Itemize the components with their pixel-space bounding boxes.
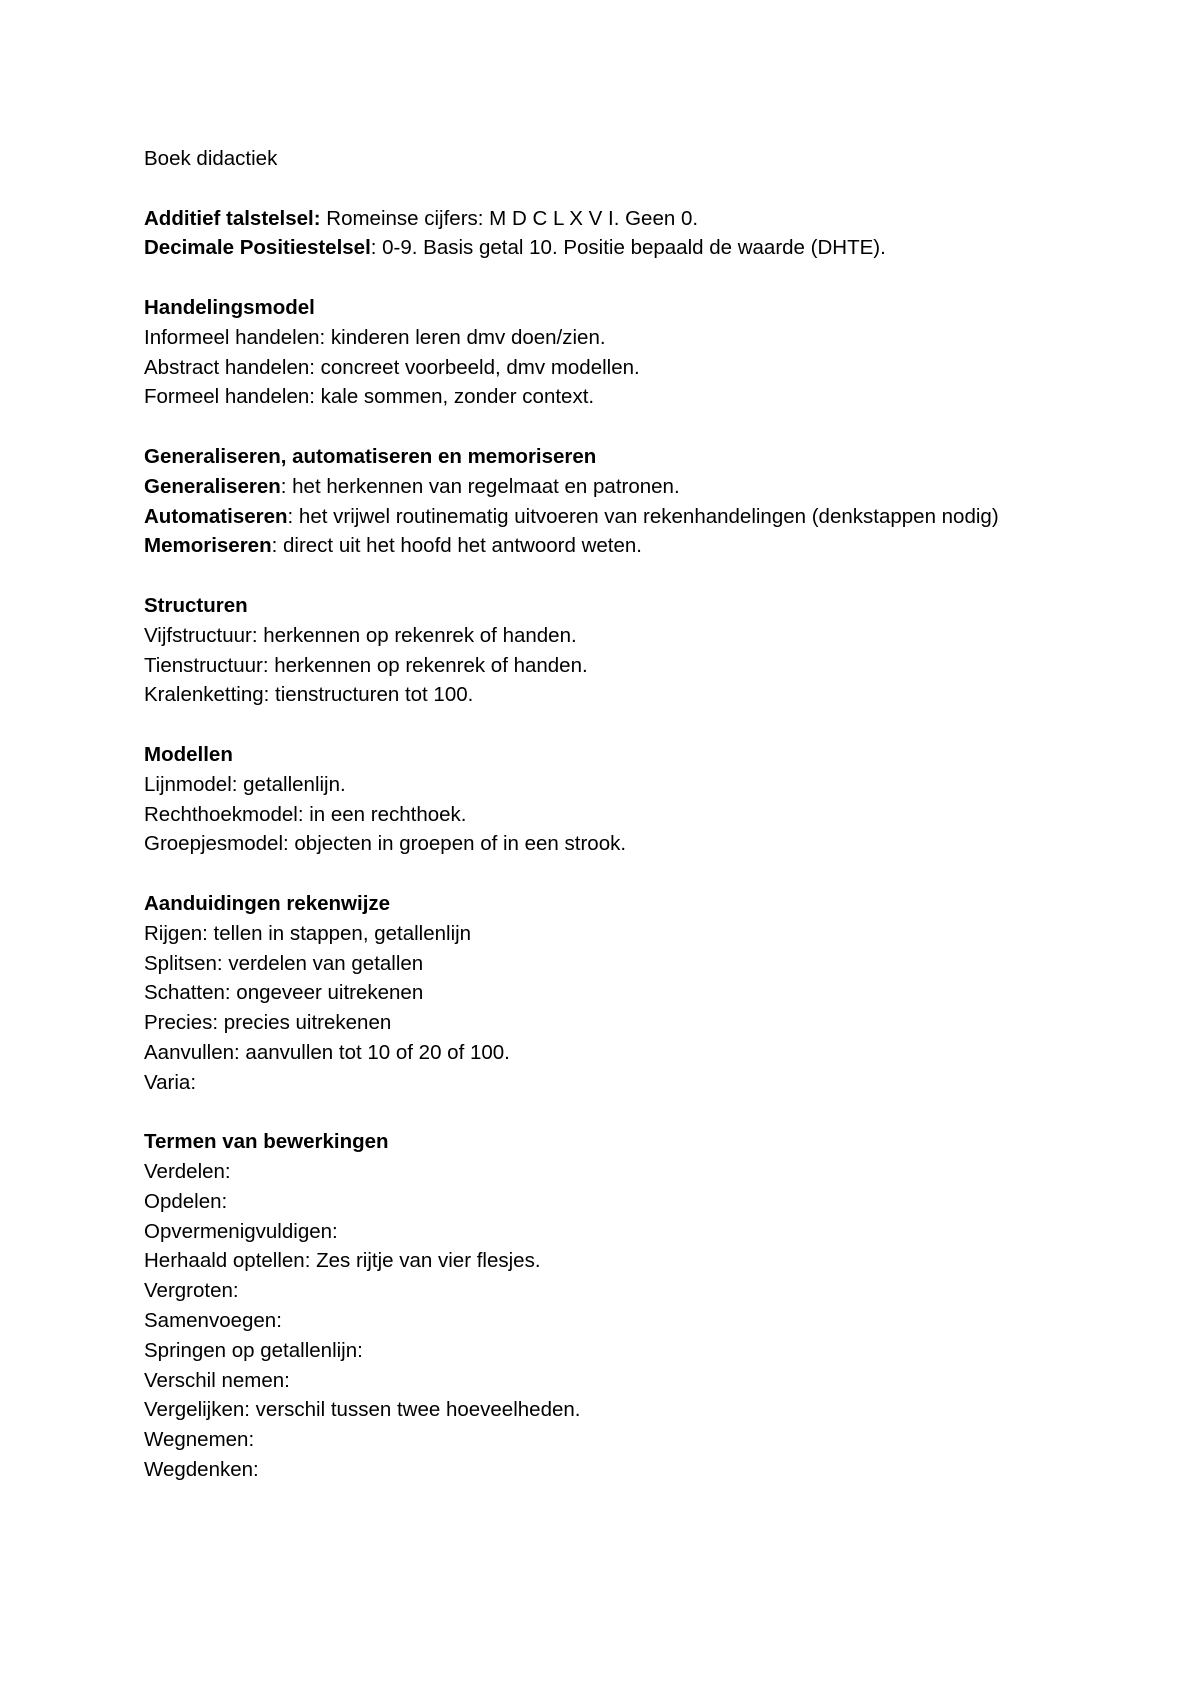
termen-line: Wegdenken:	[144, 1458, 259, 1482]
spacer	[144, 710, 1064, 740]
intro-text: : 0-9. Basis getal 10. Positie bepaald de waarde (DHTE).	[370, 236, 886, 260]
memoriseren-text: : direct uit het hoofd het antwoord weten.	[271, 534, 642, 558]
modellen-line: Lijnmodel: getallenlijn.	[144, 772, 346, 796]
intro-term: Additief talstelsel:	[144, 206, 321, 230]
generaliseren-text: : het herkennen van regelmaat en patronen.	[280, 474, 680, 498]
generaliseren-item	[144, 472, 1064, 502]
automatiseren-text: : het vrijwel routinematig uitvoeren van rekenhandelingen (denkstappen nodig)	[287, 504, 999, 528]
termen-line: Springen op getallenlijn:	[144, 1338, 363, 1362]
memoriseren-item	[144, 531, 1064, 561]
aanduidingen-line: Precies: precies uitrekenen	[144, 1011, 392, 1035]
termen-line: Herhaald optellen: Zes rijtje van vier flesjes.	[144, 1249, 541, 1273]
generaliseren-term: Generaliseren	[144, 474, 281, 498]
modellen-line: Rechthoekmodel: in een rechthoek.	[144, 802, 467, 826]
modellen-line: Groepjesmodel: objecten in groepen of in een strook.	[144, 832, 627, 856]
spacer	[144, 263, 1064, 293]
aanduidingen-line: Schatten: ongeveer uitrekenen	[144, 981, 424, 1005]
aanduidingen-line: Splitsen: verdelen van getallen	[144, 951, 424, 975]
intro-term: Decimale Positiestelsel	[144, 236, 371, 260]
automatiseren-item	[144, 502, 1064, 532]
spacer	[144, 561, 1064, 591]
document-body	[144, 144, 1064, 1485]
spacer	[144, 174, 1064, 204]
termen-line: Verschil nemen:	[144, 1368, 290, 1392]
aanduidingen-line: Rijgen: tellen in stappen, getallenlijn	[144, 921, 472, 945]
memoriseren-term: Memoriseren	[144, 534, 272, 558]
structuren-line: Kralenketting: tienstructuren tot 100.	[144, 683, 474, 707]
handelingsmodel-line: Abstract handelen: concreet voorbeeld, dmv modellen.	[144, 355, 640, 379]
aanduidingen-line: Varia:	[144, 1070, 197, 1094]
intro-text: Romeinse cijfers: M D C L X V I. Geen 0.	[320, 206, 699, 230]
document-title: Boek didactiek	[144, 147, 278, 170]
handelingsmodel-line: Informeel handelen: kinderen leren dmv doen/zien.	[144, 325, 606, 349]
section-heading-aanduidingen: Aanduidingen rekenwijze	[144, 891, 391, 915]
structuren-line: Tienstructuur: herkennen op rekenrek of handen.	[144, 653, 588, 677]
intro-line-decimaal	[144, 233, 1064, 263]
spacer	[144, 1098, 1064, 1128]
termen-line: Opdelen:	[144, 1189, 228, 1213]
section-heading-handelingsmodel: Handelingsmodel	[144, 295, 315, 319]
termen-line: Samenvoegen:	[144, 1309, 282, 1333]
section-heading-termen: Termen van bewerkingen	[144, 1130, 389, 1154]
section-heading-generaliseren: Generaliseren, automatiseren en memoriseren	[144, 444, 597, 468]
section-heading-structuren: Structuren	[144, 593, 248, 617]
handelingsmodel-line: Formeel handelen: kale sommen, zonder context.	[144, 385, 595, 409]
termen-line: Verdelen:	[144, 1160, 231, 1184]
termen-line: Vergroten:	[144, 1279, 239, 1303]
structuren-line: Vijfstructuur: herkennen op rekenrek of handen.	[144, 623, 577, 647]
aanduidingen-line: Aanvullen: aanvullen tot 10 of 20 of 100.	[144, 1040, 510, 1064]
termen-line: Vergelijken: verschil tussen twee hoeveelheden.	[144, 1398, 581, 1422]
spacer	[144, 412, 1064, 442]
intro-line-additief	[144, 204, 1064, 234]
automatiseren-term: Automatiseren	[144, 504, 288, 528]
termen-line: Wegnemen:	[144, 1428, 255, 1452]
spacer	[144, 859, 1064, 889]
termen-line: Opvermenigvuldigen:	[144, 1219, 338, 1243]
section-heading-modellen: Modellen	[144, 742, 233, 766]
